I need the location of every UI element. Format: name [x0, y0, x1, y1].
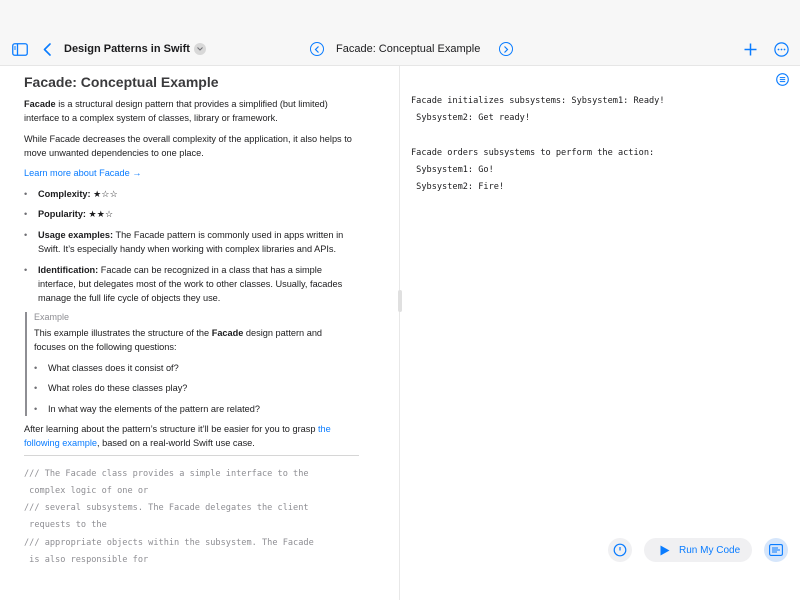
run-button-label: Run My Code: [679, 544, 741, 556]
previous-page-button[interactable]: [310, 42, 324, 56]
output-line: Sybsystem2: Fire!: [411, 182, 505, 192]
add-icon[interactable]: [741, 40, 759, 58]
documentation-pane[interactable]: Facade: Conceptual Example Facade is a structural design pattern that provides a simplified (but limited) interface to a complex system of classes, library or framework. While Facade decreases the overall complexity of the application, it also helps to move unwanted dependencies to one place. Learn more about Facade → • Complexity: ★☆☆ • Popularity: ★★☆ • Usage examples: The Facade pattern is commonly used in apps written in Swift. It’s especially handy when working with complex libraries and APIs. • Identification: Facade can be recognized in a class that has a simple interface, but delegates most of the work to other classes. Usually, facades manage the full life cycle of objects they use. Example This example illustrates the structure of the Facade design pattern and focuses on the following questions: • What classes does it consist of? • What roles do these classes play? • In what way the elements of the pattern are related? After learning about the pattern’s structure it’ll be easier for you to grasp the following example, based on a real-world Swift use case. /// The Facade class provides a simple interface to the complex logic of one or /// several subsystems. The Facade delegates the client requests to the /// appropriate objects within the subsystem. The Facade is also responsible for: [0, 66, 400, 600]
section-heading: Facade: Conceptual Example: [24, 74, 219, 90]
complexity-stars: ★☆☆: [93, 189, 118, 199]
console-toggle-button[interactable]: [764, 538, 788, 562]
toolbar: [0, 0, 800, 66]
following-example-link[interactable]: the following example: [24, 424, 331, 448]
back-chevron-icon[interactable]: [40, 40, 54, 58]
chevron-right-icon: [503, 46, 509, 53]
document-title-menu[interactable]: [64, 40, 206, 58]
code-line: complex logic of one or: [24, 486, 149, 496]
more-options-icon[interactable]: [772, 40, 790, 58]
console-output-pane: [401, 66, 800, 600]
overview-paragraph: While Facade decreases the overall complexity of the application, it also helps to move unwanted dependencies to one place.: [24, 134, 352, 158]
chevron-left-icon: [314, 46, 320, 53]
code-line: is also responsible for: [24, 555, 149, 565]
divider: [24, 455, 359, 456]
console-icon: [769, 544, 783, 556]
document-title: Design Patterns in Swift: [64, 43, 190, 55]
list-icon[interactable]: [774, 71, 790, 87]
chevron-down-icon: [194, 43, 206, 55]
example-description: This example illustrates the structure of the Facade design pattern and focuses on the following questions:: [34, 328, 323, 352]
code-line: requests to the: [24, 520, 107, 530]
learn-more-link[interactable]: Learn more about Facade →: [24, 168, 142, 178]
timer-icon: [613, 543, 627, 557]
play-icon: [660, 545, 670, 556]
output-line: Facade orders subsystems to perform the action:: [411, 148, 655, 158]
code-line: /// The Facade class provides a simple interface to the: [24, 469, 309, 479]
after-paragraph: After learning about the pattern’s structure it’ll be easier for you to grasp the following example, based on a real-world Swift use case.: [24, 424, 331, 448]
sidebar-toggle-icon[interactable]: [11, 40, 29, 58]
run-my-code-button[interactable]: [644, 538, 752, 562]
output-line: Sybsystem2: Get ready!: [411, 113, 530, 123]
output-line: Facade initializes subsystems: Sybsystem1: Ready!: [411, 96, 665, 106]
code-line: /// appropriate objects within the subsystem. The Facade: [24, 538, 314, 548]
next-page-button[interactable]: [499, 42, 513, 56]
code-line: /// several subsystems. The Facade delegates the client: [24, 503, 309, 513]
page-navigation: [310, 40, 513, 58]
output-line: Sybsystem1: Go!: [411, 165, 494, 175]
example-label: Example: [34, 312, 70, 322]
intro-paragraph: Facade is a structural design pattern that provides a simplified (but limited) interface to a complex system of classes, library or framework.: [24, 99, 328, 123]
page-title: Facade: Conceptual Example: [336, 43, 481, 55]
example-callout: Example This example illustrates the structure of the Facade design pattern and focuses on the following questions: • What classes does it consist of? • What roles do these classes play? • In what way the elements of the pattern are related?: [25, 312, 360, 416]
popularity-stars: ★★☆: [88, 209, 114, 219]
step-control-button[interactable]: [608, 538, 632, 562]
